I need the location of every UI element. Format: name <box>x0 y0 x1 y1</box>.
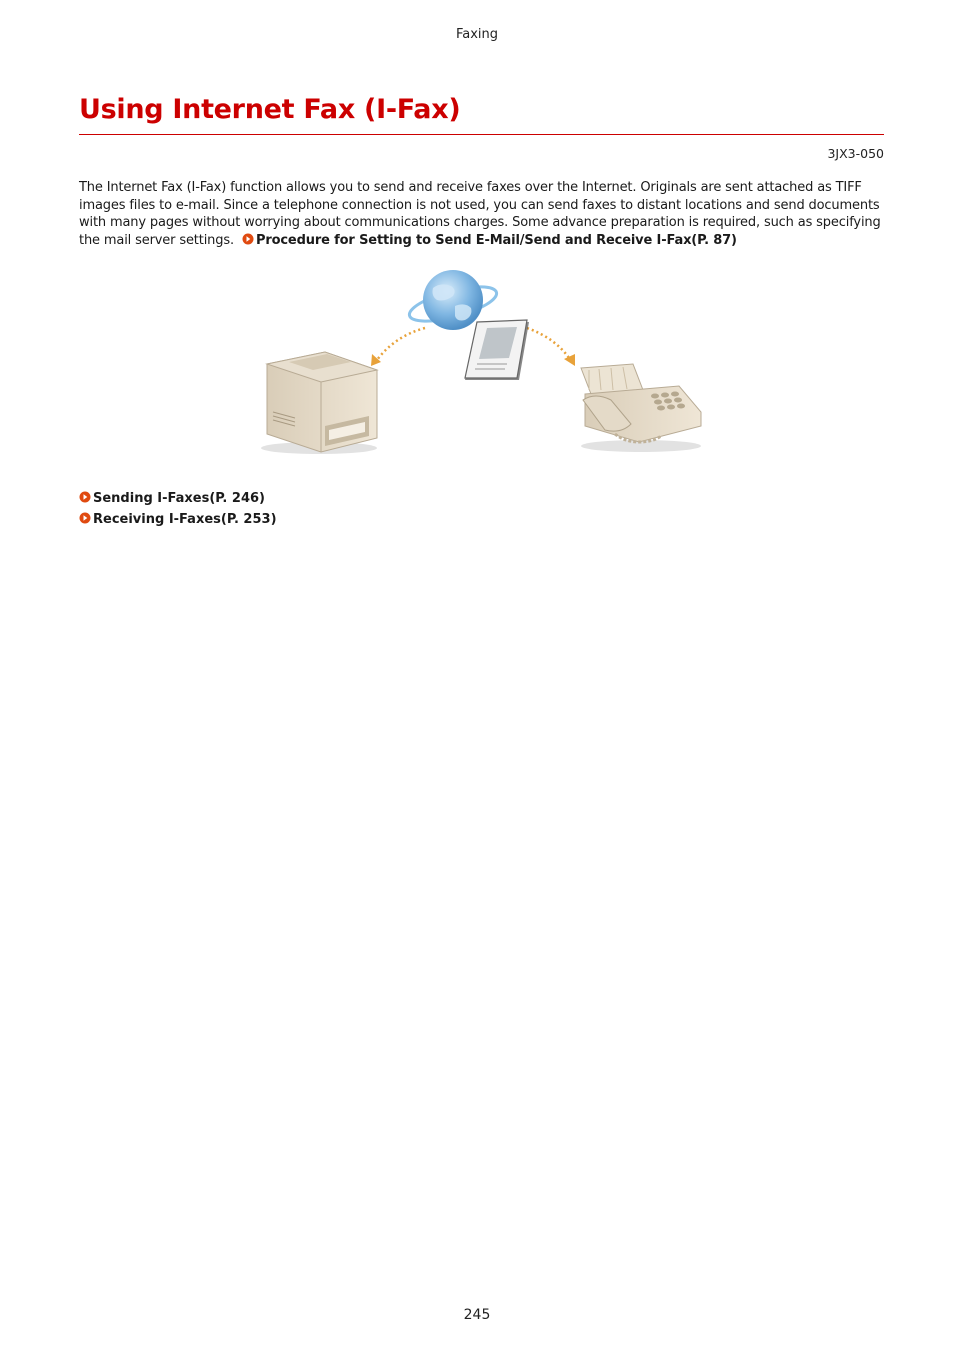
document-id: 3JX3-050 <box>827 146 884 161</box>
flow-arrow-right <box>527 328 569 358</box>
running-header: Faxing <box>455 27 499 42</box>
printer-icon <box>261 352 377 454</box>
receiving-ifaxes-link[interactable] <box>79 512 277 527</box>
document-icon <box>465 320 529 380</box>
globe-icon <box>406 270 500 330</box>
flow-arrow-left <box>377 328 425 360</box>
related-links <box>79 488 277 530</box>
intro-text: The Internet Fax (I-Fax) function allows you to send and receive faxes over the Internet. Originals are sent attached as TIFF images files to e-mail. Since a telephone connection is not used, you can send faxes to distant locations and send documents with many pages without worrying about communications charges. Some advance preparation is required, such as specifying the mail server settings. <box>79 180 881 248</box>
list-item <box>79 509 277 530</box>
link-arrow-icon <box>79 491 91 503</box>
intro-paragraph <box>79 179 885 249</box>
ifax-illustration <box>255 266 705 461</box>
list-item <box>79 488 277 509</box>
procedure-link-label: Procedure for Setting to Send E-Mail/Send and Receive I-Fax(P. 87) <box>255 232 737 248</box>
sending-ifaxes-label: Sending I-Faxes(P. 246) <box>93 491 265 506</box>
procedure-link[interactable] <box>242 233 737 248</box>
page-number: 245 <box>463 1307 491 1323</box>
sending-ifaxes-link[interactable] <box>79 491 265 506</box>
link-arrow-icon <box>79 512 91 524</box>
receiving-ifaxes-label: Receiving I-Faxes(P. 253) <box>93 512 277 527</box>
fax-icon <box>581 364 701 452</box>
title-rule <box>79 134 884 135</box>
link-arrow-icon <box>242 233 254 245</box>
page-title: Using Internet Fax (I-Fax) <box>79 94 461 125</box>
